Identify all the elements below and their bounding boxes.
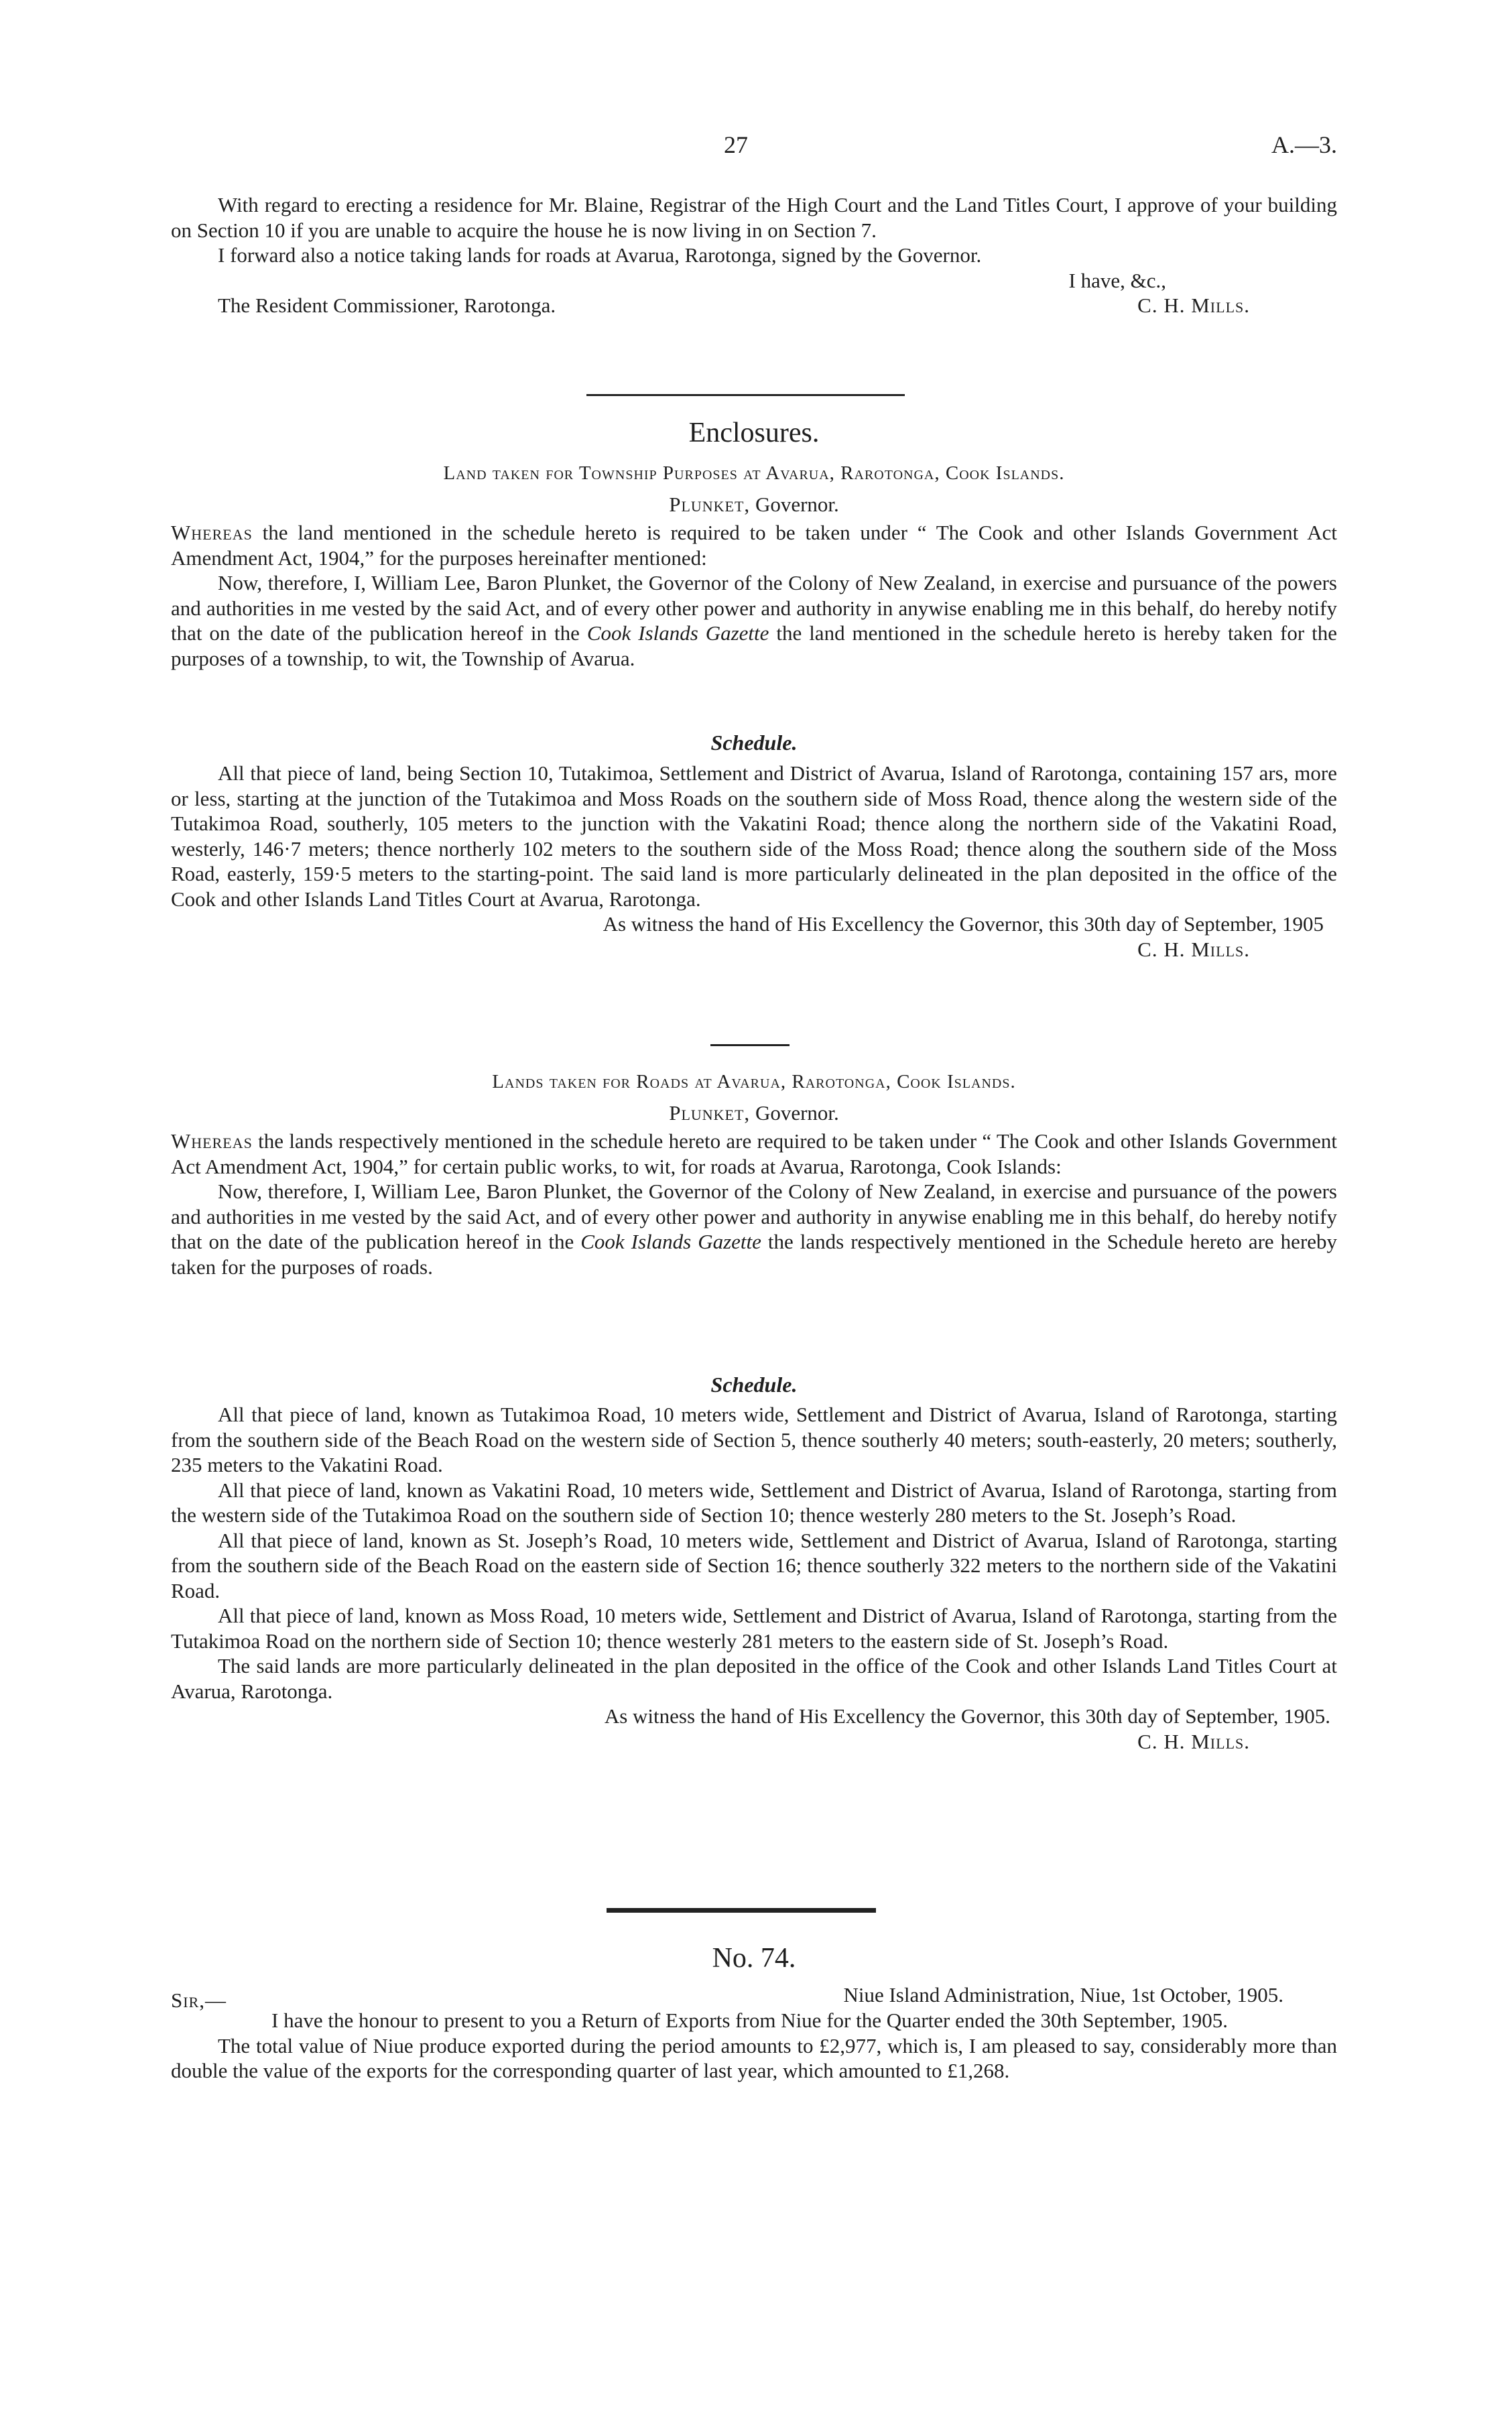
schedule-item: All that piece of land, known as Vakatini Road, 10 meters wide, Settlement and District of Avarua, Island of Rarotonga, starting from the western side of the Tutakimoa Road on the southern side of Section 10; thence westerly 280 meters to the St. Joseph’s Road. bbox=[171, 1478, 1337, 1527]
notice1-governor bbox=[171, 492, 1337, 517]
notice1-body bbox=[171, 520, 1337, 671]
governor-title: Governor. bbox=[755, 1101, 839, 1125]
schedule-item: All that piece of land, known as St. Joseph’s Road, 10 meters wide, Settlement and District of Avarua, Island of Rarotonga, starting from the southern side of the Beach Road on the eastern side of Section 16; thence southerly 322 meters to the northern side of the Vakatini Road. bbox=[171, 1528, 1337, 1602]
schedule-item: All that piece of land, known as Tutakimoa Road, 10 meters wide, Settlement and District of Avarua, Island of Rarotonga, starting from the southern side of the Beach Road on the western side of Section 5, thence southerly 40 meters; south-easterly, 20 meters; southerly, 235 meters to the Vakatini Road. bbox=[171, 1403, 1337, 1476]
notice2-signature: C. H. Mills. bbox=[1137, 1729, 1250, 1753]
notice2-body bbox=[171, 1129, 1337, 1279]
whereas-word: Whereas bbox=[171, 1129, 253, 1153]
salutation: Sir,— bbox=[171, 1988, 227, 2012]
letter-paragraph-2: I forward also a notice taking lands for roads at Avarua, Rarotonga, signed by the Governor. bbox=[218, 243, 982, 267]
whereas-word: Whereas bbox=[171, 521, 253, 544]
now-text-before: Now, therefore, I, William Lee, Baron Plunket, the Governor of the Colony of New Zealand, in exercise and pursuance of the powers and authorities in me vested by the said Act, and of every other power and authority in anywise enabling me in this behalf, do hereby notify that on the date of the publication hereof in the bbox=[171, 571, 1337, 645]
governor-name: Plunket, bbox=[669, 493, 751, 516]
no74-letter bbox=[171, 1982, 1337, 2084]
letter-continuation bbox=[171, 192, 1337, 318]
notice1-now-therefore bbox=[171, 570, 1337, 671]
enclosures-heading: Enclosures. bbox=[688, 418, 820, 448]
whereas-text: the lands respectively mentioned in the schedule hereto are required to be taken under “ The Cook and other Islands Government Act Amendment Act, 1904,” for certain public works, to wit, for roads at Avarua, Rarotonga, Cook Islands: bbox=[171, 1129, 1337, 1178]
notice1-title: Land taken for Township Purposes at Avarua, Rarotonga, Cook Islands. bbox=[443, 462, 1065, 484]
now-text-after: the land mentioned in the schedule hereto is hereby taken for the purposes of a township, to wit, the Township of Avarua. bbox=[171, 621, 1337, 670]
notice2-schedule-heading: Schedule. bbox=[710, 1373, 798, 1397]
now-text-after: the lands respectively mentioned in the Schedule hereto are hereby taken for the purposes of roads. bbox=[171, 1230, 1338, 1279]
schedule-item: The said lands are more particularly delineated in the plan deposited in the office of the Cook and other Islands Land Titles Court at Avarua, Rarotonga. bbox=[171, 1654, 1337, 1703]
page-number: 27 bbox=[724, 131, 748, 158]
letter-closing: I have, &c., bbox=[1068, 268, 1166, 292]
letter-paragraph-1: With regard to erecting a residence for Mr. Blaine, Registrar of the High Court and the Land Titles Court, I approve of your building on Section 10 if you are unable to acquire the house he is now living in on Section 7. bbox=[171, 193, 1337, 242]
no74-heading: No. 74. bbox=[712, 1943, 796, 1974]
notice1-whereas bbox=[171, 520, 1337, 570]
notice1-schedule-text: All that piece of land, being Section 10, Tutakimoa, Settlement and District of Avarua, Island of Rarotonga, containing 157 ars, more or less, starting at the junction of the Tutakimoa and Moss Roads on the southern side of Moss Road, thence along the western side of the Tutakimoa Road, southerly, 105 meters to the junction with the Vakatini Road; thence along the northern side of the Vakatini Road, westerly, 146·7 meters; thence northerly 102 meters to the southern side of the Moss Road; thence along the southern side of the Moss Road, easterly, 159·5 meters to the starting-point. The said land is more particularly delineated in the plan deposited in the office of the Cook and other Islands Land Titles Court at Avarua, Rarotonga. bbox=[171, 761, 1337, 911]
document-reference: A.—3. bbox=[1271, 131, 1337, 158]
major-divider bbox=[607, 1908, 876, 1913]
letter-addressee: The Resident Commissioner, Rarotonga. bbox=[218, 294, 556, 317]
notice2-witness: As witness the hand of His Excellency the Governor, this 30th day of September, 1905. bbox=[604, 1704, 1330, 1728]
governor-name: Plunket, bbox=[669, 1101, 751, 1125]
section-divider bbox=[586, 394, 905, 396]
notice2-governor bbox=[171, 1100, 1337, 1126]
governor-title: Governor. bbox=[755, 493, 839, 516]
notice2-now-therefore bbox=[171, 1179, 1337, 1279]
whereas-text: the land mentioned in the schedule hereto is required to be taken under “ The Cook and other Islands Government Act Amendment Act, 1904,” for the purposes hereinafter mentioned: bbox=[171, 521, 1338, 570]
dateline: Niue Island Administration, Niue, 1st October, 1905. bbox=[843, 1983, 1283, 2007]
notice2-title: Lands taken for Roads at Avarua, Rarotonga, Cook Islands. bbox=[492, 1071, 1016, 1092]
notice1-schedule-heading: Schedule. bbox=[710, 730, 798, 755]
schedule-item: All that piece of land, known as Moss Road, 10 meters wide, Settlement and District of Avarua, Island of Rarotonga, starting from the Tutakimoa Road on the northern side of Section 10; thence westerly 281 meters to the eastern side of St. Joseph’s Road. bbox=[171, 1604, 1337, 1653]
now-text-before: Now, therefore, I, William Lee, Baron Plunket, the Governor of the Colony of New Zealand, in exercise and pursuance of the powers and authorities in me vested by the said Act, and of every other power and authority in anywise enabling me in this behalf, do hereby notify that on the date of the publication hereof in the bbox=[171, 1180, 1337, 1253]
letter-signature: C. H. Mills. bbox=[1137, 294, 1250, 317]
no74-paragraph-1: I have the honour to present to you a Return of Exports from Niue for the Quarter ended the 30th September, 1905. bbox=[271, 2009, 1228, 2032]
notice-divider bbox=[710, 1044, 790, 1046]
notice1-signature: C. H. Mills. bbox=[1137, 937, 1250, 961]
gazette-name: Cook Islands Gazette bbox=[580, 1230, 761, 1253]
notice1-witness: As witness the hand of His Excellency the Governor, this 30th day of September, 1905 bbox=[603, 912, 1324, 936]
no74-paragraph-2: The total value of Niue produce exported during the period amounts to £2,977, which is, I am pleased to say, considerably more than double the value of the exports for the corresponding quarter of last year, which amounted to £1,268. bbox=[171, 2033, 1337, 2082]
notice1-schedule bbox=[171, 761, 1337, 962]
gazette-name: Cook Islands Gazette bbox=[586, 621, 769, 645]
notice2-whereas bbox=[171, 1129, 1337, 1179]
notice2-schedule bbox=[171, 1402, 1337, 1754]
